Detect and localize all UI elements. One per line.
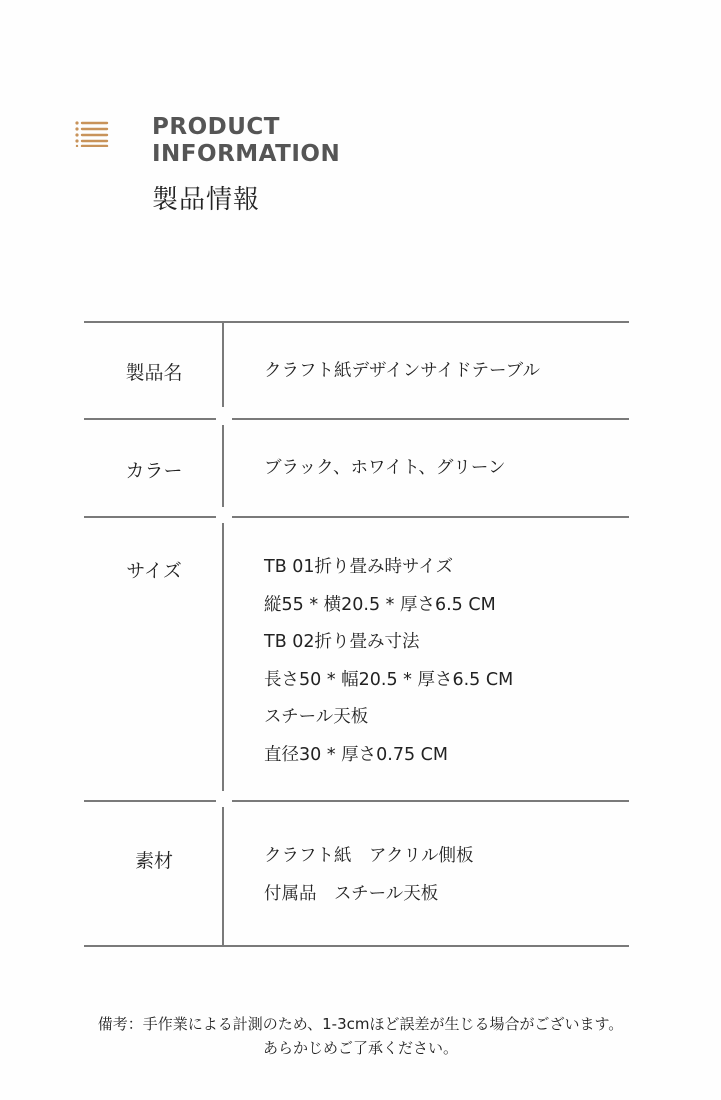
table-top-border bbox=[84, 321, 629, 323]
row-label-color: カラー bbox=[125, 460, 183, 482]
value-line: クラフト紙 アクリル側板 bbox=[264, 846, 474, 866]
value-line: スチール天板 bbox=[264, 707, 369, 727]
row-value-size bbox=[264, 549, 624, 774]
value-line: クラフト紙デザインサイドテーブル bbox=[264, 361, 540, 381]
row-label-product-name: 製品名 bbox=[125, 362, 183, 384]
value-line: ブラック、ホワイト、グリーン bbox=[264, 458, 506, 478]
row-divider-right bbox=[232, 516, 629, 518]
footnote bbox=[0, 1012, 721, 1060]
title-en-line1: PRODUCT bbox=[152, 114, 280, 140]
value-line: TB 01折り畳み時サイズ bbox=[264, 557, 454, 577]
footnote-line1: 備考：手作業による計測のため、1-3cmほど誤差が生じる場合がございます。 bbox=[97, 1015, 624, 1033]
table-bottom-border bbox=[84, 945, 629, 947]
row-divider-right bbox=[232, 800, 629, 802]
title-en-line2: INFORMATION bbox=[152, 141, 341, 167]
value-line: 長さ50 * 幅20.5 * 厚さ6.5 CM bbox=[264, 669, 514, 690]
value-line: 付属品 スチール天板 bbox=[264, 883, 439, 904]
row-value-material bbox=[264, 838, 624, 913]
menu-lines-icon bbox=[74, 121, 110, 147]
page-title-english bbox=[152, 114, 340, 168]
footnote-line2: あらかじめご了承ください。 bbox=[262, 1039, 458, 1057]
row-divider-left bbox=[84, 418, 216, 420]
row-divider-left bbox=[84, 516, 216, 518]
value-line: 縦55 * 横20.5 * 厚さ6.5 CM bbox=[264, 594, 496, 615]
value-line: 直径30 * 厚さ0.75 CM bbox=[264, 744, 448, 765]
row-value-product-name bbox=[264, 353, 624, 391]
row-label-material: 素材 bbox=[134, 850, 173, 872]
column-divider bbox=[222, 807, 224, 945]
row-divider-right bbox=[232, 418, 629, 420]
row-divider-left bbox=[84, 800, 216, 802]
spec-table bbox=[84, 321, 629, 947]
value-line: TB 02折り畳み寸法 bbox=[264, 632, 420, 652]
page-title-japanese: 製品情報 bbox=[152, 185, 261, 215]
row-value-color bbox=[264, 450, 624, 488]
row-label-size: サイズ bbox=[126, 560, 182, 582]
